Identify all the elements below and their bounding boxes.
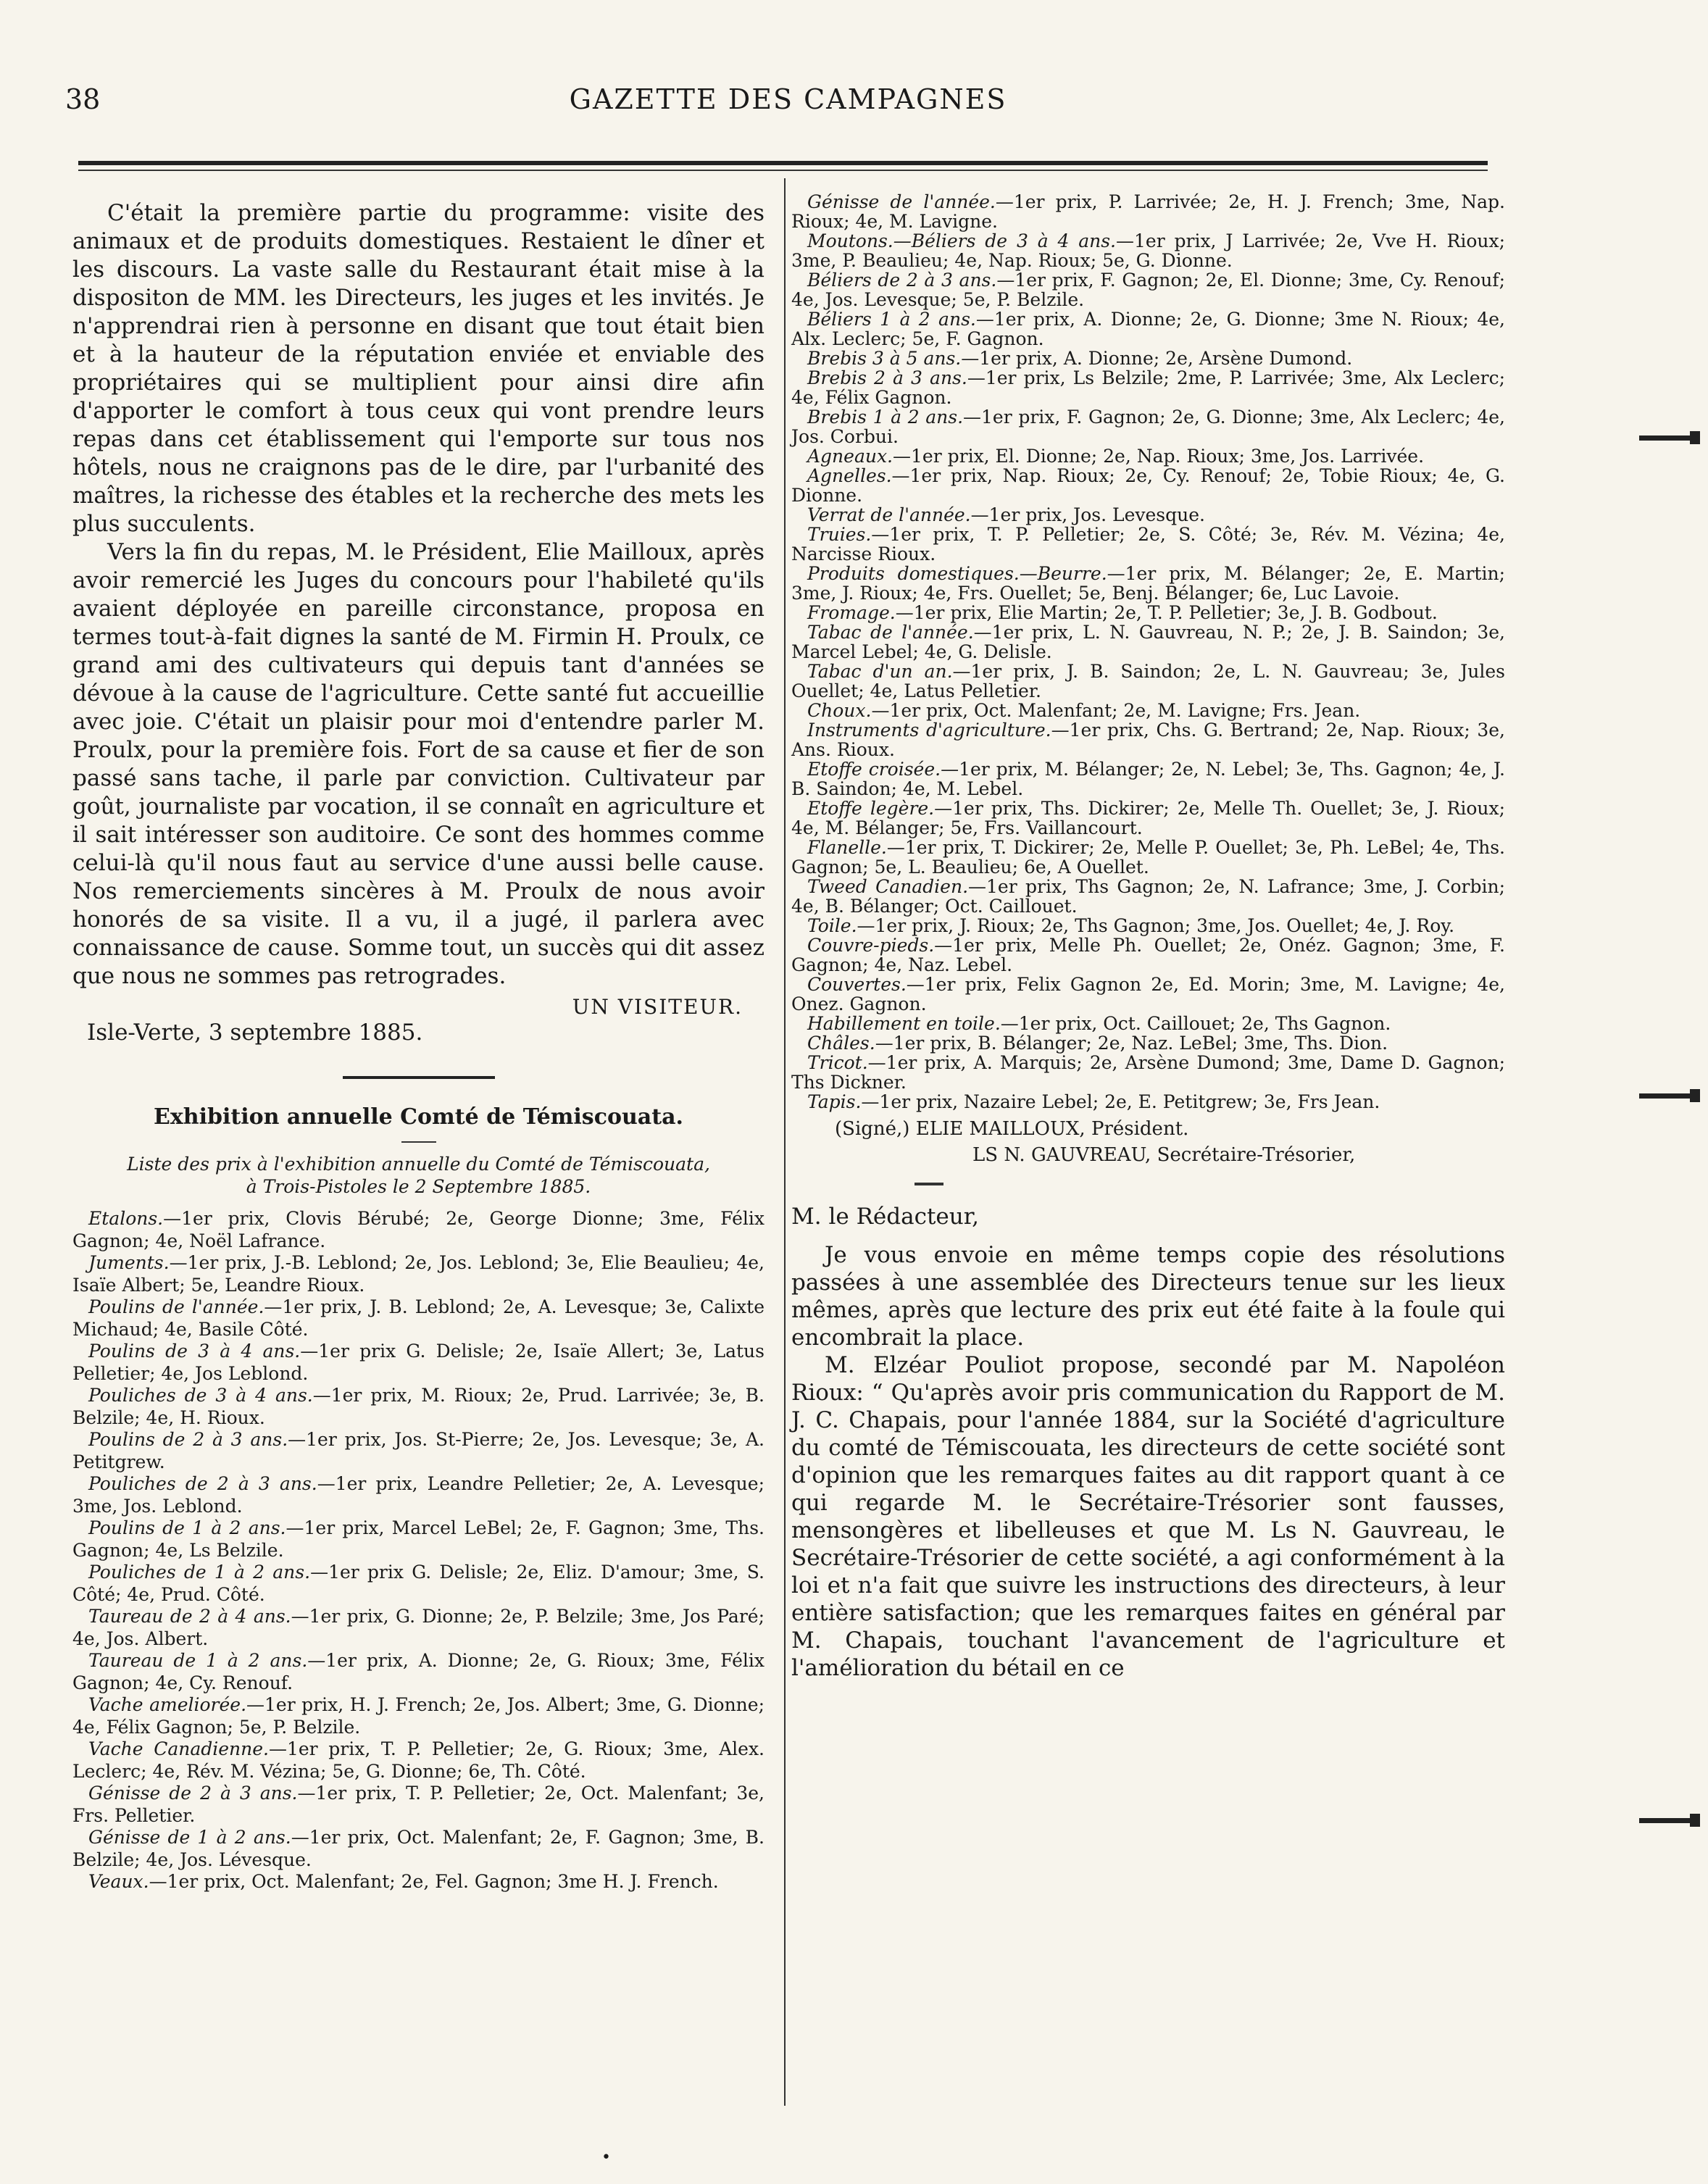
prize-entry (791, 505, 1505, 525)
prize-category: Tricot. (807, 1052, 868, 1073)
prize-category: Choux. (807, 700, 872, 721)
prize-category: Vache ameliorée. (88, 1694, 247, 1715)
prize-category: Génisse de 1 à 2 ans. (88, 1827, 291, 1848)
prize-entry (72, 1562, 765, 1606)
prize-entry (791, 877, 1505, 916)
prize-category: Tabac de l'année. (807, 622, 974, 643)
prize-category: Couvertes. (807, 974, 907, 995)
prize-winners: —1er prix, A. Dionne; 2e, G. Dionne; 3me N. Rioux; 4e, Alx. Leclerc; 5e, F. Gagnon. (791, 309, 1505, 349)
letter-paragraph: M. Elzéar Pouliot propose, secondé par M. Napoléon Rioux: “ Qu'après avoir pris communication du Rapport de M. J. C. Chapais, pour l'année 1884, sur la Société d'agriculture du comté de Témiscouata, les directeurs de cette société sont d'opinion que les remarques faites au dit rapport quant à ce qui regarde M. le Secrétaire-Trésorier sont fausses, mensongères et libelleuses et que M. Ls N. Gauvreau, le Secrétaire-Trésorier de cette société, a agi conformément à la loi et n'a fait que suivre les instructions des directeurs, à leur entière satisfaction; que les remarques faites en général par M. Chapais, touchant l'avancement de l'agriculture et l'amélioration du bétail en ce (791, 1352, 1505, 1681)
prize-category: Poulins de 2 à 3 ans. (88, 1429, 288, 1450)
prize-entry (791, 368, 1505, 407)
prize-list-intro (72, 1153, 765, 1198)
prize-category: Etalons. (88, 1208, 164, 1229)
prize-winners: —1er prix, T. P. Pelletier; 2e, Oct. Malenfant; 3e, Frs. Pelletier. (72, 1783, 765, 1826)
prize-category: Moutons.—Béliers de 3 à 4 ans. (807, 230, 1116, 251)
prize-entry (791, 935, 1505, 975)
prize-winners: —1er prix, H. J. French; 2e, Jos. Albert; 3me, G. Dionne; 4e, Félix Gagnon; 5e, P. Belzile. (72, 1694, 765, 1738)
prize-category: Béliers de 2 à 3 ans. (807, 270, 997, 291)
binding-clip-mark (1639, 1812, 1704, 1829)
prize-entry (791, 446, 1505, 466)
prize-entry (72, 1650, 765, 1694)
prize-winners: —1er prix, Nazaire Lebel; 2e, E. Petitgrew; 3e, Frs Jean. (861, 1091, 1380, 1112)
letter-paragraph: Je vous envoie en même temps copie des résolutions passées à une assemblée des Directeurs tenue sur les lieux mêmes, après que lecture des prix eut été faite à la foule qui encombrait la place. (791, 1242, 1505, 1351)
prize-winners: —1er prix, Nap. Rioux; 2e, Cy. Renouf; 2e, Tobie Rioux; 4e, G. Dionne. (791, 465, 1505, 506)
page-ornament: • (601, 2148, 611, 2167)
prize-category: Veaux. (88, 1871, 149, 1892)
prize-category: Poulins de l'année. (88, 1296, 264, 1317)
prize-category: Génisse de l'année. (807, 191, 996, 212)
prize-category: Poulins de 3 à 4 ans. (88, 1341, 301, 1362)
prize-winners: —1er prix, Clovis Bérubé; 2e, George Dionne; 3me, Félix Gagnon; 4e, Noël Lafrance. (72, 1208, 765, 1251)
prize-category: Pouliches de 1 à 2 ans. (88, 1562, 311, 1583)
prize-winners: —1er prix, J. B. Leblond; 2e, A. Levesque; 3e, Calixte Michaud; 4e, Basile Côté. (72, 1296, 765, 1340)
prize-entry (72, 1429, 765, 1473)
prize-winners: —1er prix, Oct. Malenfant; 2e, M. Lavigne; Frs. Jean. (871, 700, 1361, 721)
prize-entry (72, 1473, 765, 1517)
prize-category: Pouliches de 3 à 4 ans. (88, 1385, 313, 1406)
signed-president: (Signé,) ELIE MAILLOUX, Président. (835, 1118, 1189, 1140)
header-rule-thick (78, 161, 1488, 165)
section-rule (343, 1076, 495, 1079)
prize-entry (791, 1053, 1505, 1092)
prize-entry (72, 1296, 765, 1341)
prize-winners: —1er prix, M. Bélanger; 2e, N. Lebel; 3e, Ths. Gagnon; 4e, J. B. Saindon; 4e, M. Lebel. (791, 759, 1505, 799)
prize-category: Juments. (88, 1252, 170, 1273)
prize-entry (791, 349, 1505, 368)
prize-winners: —1er prix, G. Dionne; 2e, P. Belzile; 3me, Jos Paré; 4e, Jos. Albert. (72, 1606, 765, 1649)
prize-entry (791, 525, 1505, 564)
prize-entry (791, 1014, 1505, 1033)
prize-entry (791, 407, 1505, 446)
prize-entry (791, 701, 1505, 720)
prize-entry (791, 1092, 1505, 1112)
prize-category: Tabac d'un an. (807, 661, 953, 682)
prize-entry (72, 1341, 765, 1385)
prize-category: Truies. (807, 524, 872, 545)
prize-category: Béliers 1 à 2 ans. (807, 309, 976, 330)
prize-entry (791, 720, 1505, 759)
column-divider (784, 178, 786, 2106)
prize-entry (791, 564, 1505, 603)
prize-winners: —1er prix, T. P. Pelletier; 2e, G. Rioux; 3me, Alex. Leclerc; 4e, Rév. M. Vézina; 5e, G. Dionne; 6e, Th. Côté. (72, 1738, 765, 1782)
prize-category: Tweed Canadien. (807, 876, 969, 897)
prize-entry (72, 1738, 765, 1783)
header-rule-thin (78, 170, 1488, 171)
prize-winners: —1er prix, Marcel LeBel; 2e, F. Gagnon; 3me, Ths. Gagnon; 4e, Ls Belzile. (72, 1517, 765, 1561)
prize-entry (791, 192, 1505, 231)
prize-winners: —1er prix, M. Rioux; 2e, Prud. Larrivée; 3e, B. Belzile; 4e, H. Rioux. (72, 1385, 765, 1428)
prize-category: Fromage. (807, 602, 896, 623)
prize-list-intro-line: Liste des prix à l'exhibition annuelle du Comté de Témiscouata, (127, 1154, 710, 1175)
prize-entry (791, 231, 1505, 270)
prize-winners: —1er prix, Felix Gagnon 2e, Ed. Morin; 3me, M. Lavigne; 4e, Onez. Gagnon. (791, 974, 1505, 1014)
prize-entry (72, 1385, 765, 1429)
prize-category: Vache Canadienne. (88, 1738, 269, 1759)
prize-category: Etoffe legère. (807, 798, 935, 819)
prize-entry (791, 309, 1505, 349)
prize-entry (791, 466, 1505, 505)
dateline: Isle-Verte, 3 septembre 1885. (87, 1020, 423, 1046)
prize-entry (791, 838, 1505, 877)
prize-category: Toile. (807, 915, 857, 936)
prize-category: Pouliches de 2 à 3 ans. (88, 1473, 317, 1494)
prize-entry (791, 270, 1505, 309)
prize-winners: —1er prix, J.-B. Leblond; 2e, Jos. Leblond; 3e, Elie Beaulieu; 4e, Isaïe Albert; 5e, Leandre Rioux. (72, 1252, 765, 1296)
section-rule-short (915, 1183, 943, 1185)
prize-winners: —1er prix, A. Dionne; 2e, Arsène Dumond. (961, 348, 1353, 369)
prize-winners: —1er prix, F. Gagnon; 2e, G. Dionne; 3me, Alx Leclerc; 4e, Jos. Corbui. (791, 407, 1505, 447)
prize-category: Châles. (807, 1033, 875, 1054)
prize-category: Taureau de 2 à 4 ans. (88, 1606, 291, 1627)
prize-entry (791, 662, 1505, 701)
prize-winners: —1er prix, Jos. Levesque. (970, 504, 1205, 525)
prize-entry (72, 1252, 765, 1296)
page-header (65, 83, 1511, 127)
prize-winners: —1er prix, F. Gagnon; 2e, El. Dionne; 3me, Cy. Renouf; 4e, Jos. Levesque; 5e, P. Belzile. (791, 270, 1505, 310)
prize-list-intro-line: à Trois-Pistoles le 2 Septembre 1885. (246, 1176, 591, 1197)
prize-category: Agneaux. (807, 446, 893, 467)
prize-winners: —1er prix, Chs. G. Bertrand; 2e, Nap. Rioux; 3e, Ans. Rioux. (791, 720, 1506, 760)
prize-winners: —1er prix, Oct. Malenfant; 2e, F. Gagnon; 3me, B. Belzile; 4e, Jos. Lévesque. (72, 1827, 765, 1870)
prize-category: Etoffe croisée. (807, 759, 941, 780)
prize-list-left (72, 1208, 765, 1893)
prize-winners: —1er prix, Jos. St-Pierre; 2e, Jos. Levesque; 3e, A. Petitgrew. (72, 1429, 765, 1472)
prize-winners: —1er prix, Ths Gagnon; 2e, N. Lafrance; 3me, J. Corbin; 4e, B. Bélanger; Oct. Caillouet. (791, 876, 1505, 917)
binding-clip-mark (1639, 429, 1704, 446)
prize-winners: —1er prix, Oct. Malenfant; 2e, Fel. Gagnon; 3me H. J. French. (149, 1871, 719, 1892)
prize-category: Poulins de 1 à 2 ans. (88, 1517, 286, 1538)
prize-category: Couvre-pieds. (807, 935, 935, 956)
prize-entry (791, 799, 1505, 838)
prize-entry (72, 1517, 765, 1562)
prize-entry (72, 1694, 765, 1738)
prize-winners: —1er prix, Melle Ph. Ouellet; 2e, Onéz. Gagnon; 3me, F. Gagnon; 4e, Naz. Lebel. (791, 935, 1505, 975)
prize-winners: —1er prix, Ls Belzile; 2me, P. Larrivée; 3me, Alx Leclerc; 4e, Félix Gagnon. (791, 367, 1505, 408)
prize-entry (791, 759, 1505, 799)
section-title: Exhibition annuelle Comté de Témiscouata. (154, 1104, 683, 1130)
prize-category: Habillement en toile. (807, 1013, 1001, 1034)
prize-winners: —1er prix, M. Bélanger; 2e, E. Martin; 3me, J. Rioux; 4e, Frs. Ouellet; 5e, Benj. Bélanger; 6e, Luc Lavoie. (791, 563, 1505, 604)
prize-category: Instruments d'agriculture. (807, 720, 1051, 741)
article-signature: UN VISITEUR. (572, 995, 743, 1019)
prize-entry (791, 603, 1505, 622)
prize-category: Tapis. (807, 1091, 862, 1112)
prize-category: Agnelles. (807, 465, 892, 486)
prize-winners: —1er prix, A. Dionne; 2e, G. Rioux; 3me, Félix Gagnon; 4e, Cy. Renouf. (72, 1650, 765, 1693)
body-paragraph: Vers la fin du repas, M. le Président, Elie Mailloux, après avoir remercié les Juges du concours pour l'habileté qu'ils avaient déployée en pareille circonstance, proposa en termes tout-à-fait dignes la santé de M. Firmin H. Proulx, ce grand ami des cultivateurs qui depuis tant d'années se dévoue à la cause de l'agriculture. Cette santé fut accueillie avec joie. C'était un plaisir pour moi d'entendre parler M. Proulx, pour la première fois. Fort de sa cause et fier de son passé sans tache, il parle par conviction. Cultivateur par goût, journaliste par vocation, il se connaît en agriculture et il sait intéresser son auditoire. Ce sont des hommes comme celui-là qu'il nous faut au service d'une aussi belle cause. Nos remerciements sincères à M. Proulx de nous avoir honorés de sa visite. Il a vu, il a jugé, il parlera avec connaissance de cause. Somme tout, un succès qui dit assez que nous ne sommes pas retrogrades. (72, 539, 765, 989)
prize-category: Taureau de 1 à 2 ans. (88, 1650, 308, 1671)
prize-winners: —1er prix, T. Dickirer; 2e, Melle P. Ouellet; 3e, Ph. LeBel; 4e, Ths. Gagnon; 5e, L. Beaulieu; 6e, A Ouellet. (791, 837, 1505, 878)
title-dash (401, 1141, 436, 1143)
prize-category: Génisse de 2 à 3 ans. (88, 1783, 298, 1804)
prize-category: Verrat de l'année. (807, 504, 971, 525)
prize-category: Brebis 1 à 2 ans. (807, 407, 964, 428)
right-column (791, 192, 1505, 1682)
prize-entry (791, 1033, 1505, 1053)
running-title: GAZETTE DES CAMPAGNES (569, 83, 1007, 115)
prize-winners: —1er prix, Leandre Pelletier; 2e, A. Levesque; 3me, Jos. Leblond. (72, 1473, 765, 1517)
prize-category: Flanelle. (807, 837, 887, 858)
prize-entry (72, 1783, 765, 1827)
page-number: 38 (65, 83, 101, 115)
prize-winners: —1er prix, El. Dionne; 2e, Nap. Rioux; 3me, Jos. Larrivée. (893, 446, 1425, 467)
left-column (72, 199, 765, 1893)
prize-winners: —1er prix, A. Marquis; 2e, Arsène Dumond; 3me, Dame D. Gagnon; Ths Dickner. (791, 1052, 1505, 1093)
prize-entry (72, 1208, 765, 1252)
prize-category: Brebis 3 à 5 ans. (807, 348, 962, 369)
prize-winners: —1er prix, J. Rioux; 2e, Ths Gagnon; 3me, Jos. Ouellet; 4e, J. Roy. (857, 915, 1455, 936)
prize-winners: —1er prix, Ths. Dickirer; 2e, Melle Th. Ouellet; 3e, J. Rioux; 4e, M. Bélanger; 5e, Frs. Vaillancourt. (791, 798, 1505, 838)
prize-entry (72, 1871, 765, 1893)
letter-salutation: M. le Rédacteur, (791, 1204, 979, 1230)
prize-entry (791, 916, 1505, 935)
prize-entry (72, 1606, 765, 1650)
prize-entry (791, 975, 1505, 1014)
binding-clip-mark (1639, 1087, 1704, 1104)
prize-winners: —1er prix, Oct. Caillouet; 2e, Ths Gagnon. (1000, 1013, 1391, 1034)
prize-winners: —1er prix, T. P. Pelletier; 2e, S. Côté; 3e, Rév. M. Vézina; 4e, Narcisse Rioux. (791, 524, 1505, 564)
signed-secretary: LS N. GAUVREAU, Secrétaire-Trésorier, (972, 1144, 1356, 1166)
body-paragraph: C'était la première partie du programme: visite des animaux et de produits domestiques. Restaient le dîner et les discours. La vaste salle du Restaurant était mise à la dispositon de MM. les Directeurs, les juges et les invités. Je n'apprendrai rien à personne en disant que tout était bien et à la hauteur de la réputation enviée et enviable des propriétaires qui se multiplient pour ainsi dire afin d'apporter le comfort à tous ceux qui vont prendre leurs repas dans cet établissement qui l'emporte sur tous nos hôtels, nous ne craignons pas de le dire, par l'urbanité des maîtres, la richesse des étables et la recherche des mets les plus succulents. (72, 200, 765, 537)
prize-category: Brebis 2 à 3 ans. (807, 367, 967, 388)
prize-winners: —1er prix G. Delisle; 2e, Isaïe Allert; 3e, Latus Pelletier; 4e, Jos Leblond. (72, 1341, 765, 1384)
prize-entry (791, 622, 1505, 662)
prize-winners: —1er prix, P. Larrivée; 2e, H. J. French; 3me, Nap. Rioux; 4e, M. Lavigne. (791, 191, 1505, 232)
prize-winners: —1er prix G. Delisle; 2e, Eliz. D'amour; 3me, S. Côté; 4e, Prud. Côté. (72, 1562, 765, 1605)
prize-winners: —1er prix, L. N. Gauvreau, N. P.; 2e, J. B. Saindon; 3e, Marcel Lebel; 4e, G. Delisle. (791, 622, 1505, 662)
prize-entry (72, 1827, 765, 1871)
prize-list-right (791, 192, 1505, 1112)
prize-winners: —1er prix, J. B. Saindon; 2e, L. N. Gauvreau; 3e, Jules Ouellet; 4e, Latus Pelletier. (791, 661, 1505, 701)
prize-winners: —1er prix, Elie Martin; 2e, T. P. Pelletier; 3e, J. B. Godbout. (895, 602, 1438, 623)
prize-category: Produits domestiques.—Beurre. (807, 563, 1107, 584)
prize-winners: —1er prix, J Larrivée; 2e, Vve H. Rioux; 3me, P. Beaulieu; 4e, Nap. Rioux; 5e, G. Dionne. (791, 230, 1505, 271)
prize-winners: —1er prix, B. Bélanger; 2e, Naz. LeBel; 3me, Ths. Dion. (875, 1033, 1388, 1054)
